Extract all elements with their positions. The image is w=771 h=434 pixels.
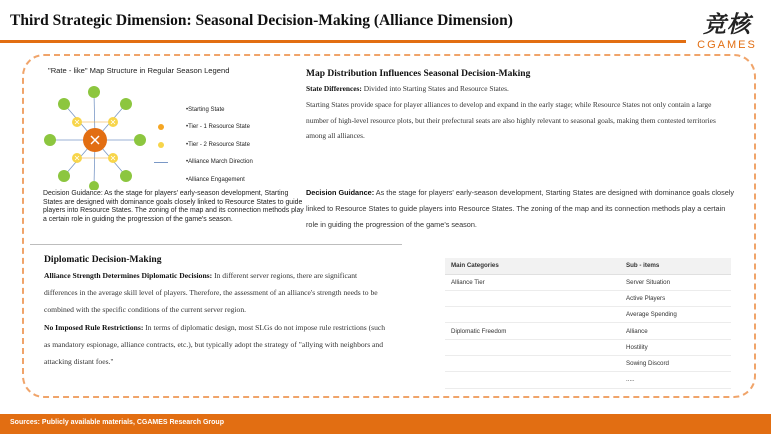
sources-text: Sources: Publicly available materials, CGAMES Research Group — [10, 419, 224, 426]
alliance-strength-paragraph — [44, 267, 389, 319]
table-row — [445, 339, 731, 355]
table-row — [445, 307, 731, 323]
legend-item-march — [183, 154, 253, 172]
tier2-marker-icon — [158, 142, 164, 148]
sub-item-cell: Average Spending — [620, 307, 731, 323]
state-differences-paragraph: Starting States provide space for player alliances to develop and expand in the early stage; while Resource States not only contain a large number of high-level resource plots, but their prefectural seats are also highly relevant to seasonal goals, making them contested territories among all alliances. — [306, 100, 716, 140]
sub-item-cell: Sowing Discord — [620, 355, 731, 371]
page-title: Third Strategic Dimension: Seasonal Decision-Making (Alliance Dimension) — [10, 12, 513, 29]
legend-item-starting-state — [183, 101, 253, 119]
state-differences-line — [306, 81, 728, 97]
cgames-logo — [694, 12, 760, 51]
sub-item-cell: Server Situation — [620, 274, 731, 290]
map-structure-diagram — [40, 82, 180, 190]
legend-item-tier2 — [183, 136, 253, 154]
starting-state-node — [58, 98, 70, 110]
main-category-cell: Alliance Tier — [445, 274, 620, 290]
map-legend-title: "Rate - like" Map Structure in Regular Season Legend — [48, 66, 230, 75]
table-header-row — [445, 258, 731, 274]
map-legend-description: Decision Guidance: As the stage for players' early-season development, Starting States are designed with dominance goals closely linked to Resource States to guide players into Resource States. The zoning of the map and its connection methods play a certain role in guiding the progression of the game's season. — [43, 190, 304, 223]
legend-label: •Alliance March Direction — [186, 159, 253, 166]
legend-label: •Starting State — [186, 106, 225, 113]
map-legend — [183, 101, 253, 189]
starting-state-node — [44, 134, 56, 146]
legend-label: •Tier - 2 Resource State — [186, 141, 250, 148]
starting-state-node — [120, 170, 132, 182]
diplomatic-text — [44, 267, 389, 370]
logo-cn-text: 竞核 — [703, 12, 751, 38]
starting-state-node — [120, 98, 132, 110]
main-category-cell — [445, 355, 620, 371]
state-differences-text: Divided into Starting States and Resource States. — [361, 84, 509, 93]
main-category-cell — [445, 372, 620, 388]
table-row — [445, 274, 731, 290]
header-main-categories: Main Categories — [445, 258, 620, 274]
legend-label: •Tier - 1 Resource State — [186, 124, 250, 131]
main-category-cell: Diplomatic Freedom — [445, 323, 620, 339]
state-differences-label: State Differences: — [306, 84, 362, 93]
no-rule-restrictions-label: No Imposed Rule Restrictions: — [44, 322, 144, 332]
march-line-icon — [154, 162, 168, 163]
legend-item-tier1 — [183, 119, 253, 137]
sub-item-cell: Active Players — [620, 290, 731, 306]
diplomatic-heading: Diplomatic Decision-Making — [44, 254, 162, 265]
alliance-strength-text: In different server regions, there are significant differences in the average skill level of players. Therefore, the assessment of an alliance's strength needs to be combined with the specific conditions of the current server region. — [44, 271, 378, 315]
map-distribution-heading: Map Distribution Influences Seasonal Decision-Making — [306, 69, 531, 79]
starting-state-node — [89, 181, 99, 190]
table-row — [445, 355, 731, 371]
legend-label: •Alliance Engagement — [186, 176, 245, 183]
starting-state-node — [88, 86, 100, 98]
footer-bar — [0, 414, 771, 434]
sub-item-cell: Hostility — [620, 339, 731, 355]
no-rule-restrictions-paragraph — [44, 319, 389, 371]
main-category-cell — [445, 290, 620, 306]
sub-item-cell: ..... — [620, 372, 731, 388]
starting-state-node — [134, 134, 146, 146]
decision-guidance-label: Decision Guidance: — [306, 188, 375, 197]
sub-item-cell: Alliance — [620, 323, 731, 339]
starting-state-node — [58, 170, 70, 182]
decision-guidance-paragraph — [306, 185, 736, 233]
header-sub-items: Sub - items — [620, 258, 731, 274]
table-row — [445, 323, 731, 339]
table-row — [445, 372, 731, 388]
logo-en-text: CGAMES — [697, 39, 757, 51]
decision-guidance-text: As the stage for players' early-season development, Starting States are designed with dominance goals closely linked to Resource States to guide players into Resource States. The zoning of the map and its connection methods play a certain role in guiding the progression of the game's season. — [306, 188, 735, 229]
no-rule-restrictions-text: In terms of diplomatic design, most SLGs do not impose rule restrictions (such as mandatory espionage, alliance contracts, etc.), but typically adopt the strategy of "allying with neighbors and attacking distant foes." — [44, 322, 386, 367]
legend-item-engagement — [183, 171, 253, 189]
main-category-cell — [445, 339, 620, 355]
categories-table — [445, 258, 731, 389]
main-category-cell — [445, 307, 620, 323]
section-divider — [30, 244, 402, 245]
alliance-strength-label: Alliance Strength Determines Diplomatic Decisions: — [44, 271, 213, 280]
title-underline — [0, 40, 686, 43]
table-row — [445, 290, 731, 306]
